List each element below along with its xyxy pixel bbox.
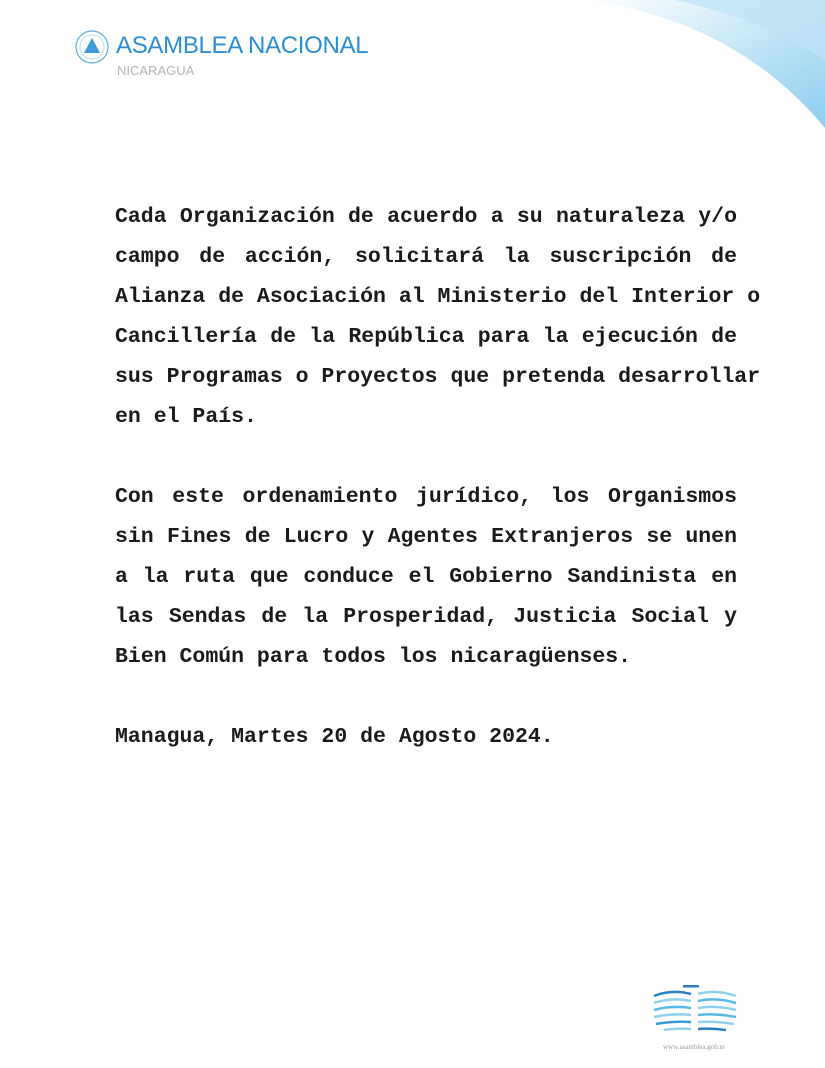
nicaragua-seal-icon [75,30,109,64]
organization-subtitle: NICARAGUA [117,63,195,78]
paragraph [115,203,761,443]
paragraph [115,483,737,683]
text-line: Managua, Martes 20 de Agosto 2024. [115,725,554,749]
text-line: Bien Común para todos los nicaragüenses. [115,645,632,669]
text-line: a la ruta que conduce el Gobierno Sandinista en [115,565,737,589]
text-line: Cancillería de la República para la ejecución de [115,325,737,349]
date-line [115,723,737,763]
text-line: campo de acción, solicitará la suscripción de [115,245,737,269]
text-line: sin Fines de Lucro y Agentes Extranjeros se unen [115,525,737,549]
text-line: Cada Organización de acuerdo a su naturaleza y/o [115,205,737,229]
decorative-swoosh [585,0,825,130]
assembly-emblem-icon [650,985,740,1040]
seal-logo [75,30,109,64]
text-line: sus Programas o Proyectos que pretenda desarrollar [115,365,761,389]
document-body [115,203,761,803]
organization-title: ASAMBLEA NACIONAL [116,32,369,59]
text-line: Con este ordenamiento jurídico, los Organismos [115,485,737,509]
text-line: en el País. [115,405,257,429]
text-line: las Sendas de la Prosperidad, Justicia Social y [115,605,737,629]
footer-url: www.asamblea.gob.ni [663,1043,725,1051]
text-line: Alianza de Asociación al Ministerio del Interior o [115,285,761,309]
